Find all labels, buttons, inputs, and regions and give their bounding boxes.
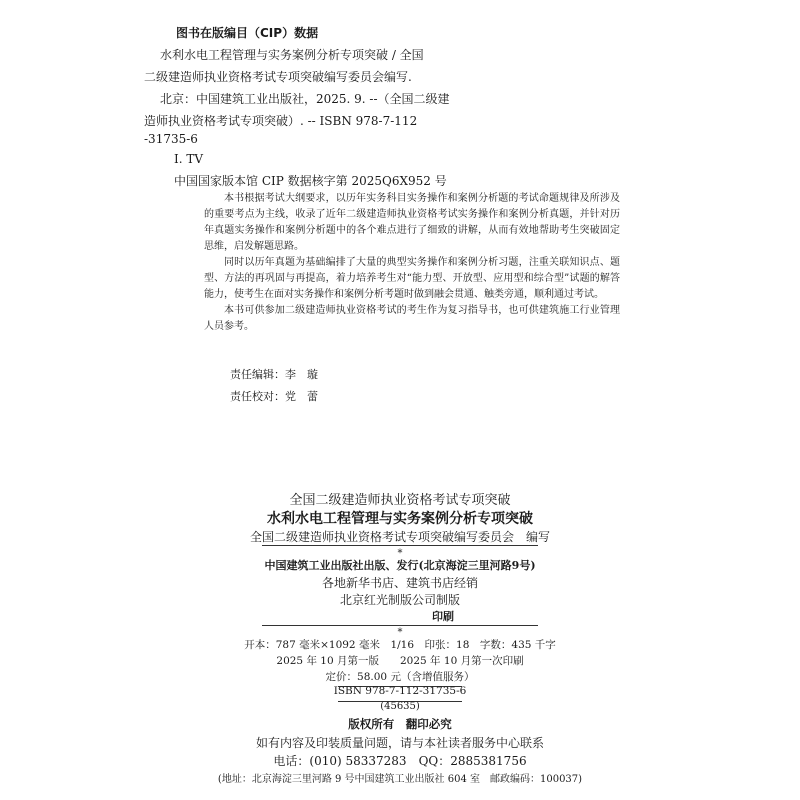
responsible-proofreader: 责任校对：党 蕾 (230, 390, 318, 403)
responsible-editor: 责任编辑：李 璇 (230, 368, 318, 381)
divider-top (262, 545, 538, 546)
summary-paragraph-1: 本书根据考试大纲要求，以历年实务科目实务操作和案例分析题的考试命题规律及所涉及的重要考点为主线，收录了近年二级建造师执业资格考试实务操作和案例分析真题，并针对历年真题实务操作和案例分析题中的各个难点进行了细致的讲解，从而有效地帮助考生突破固定思维，启发解题思路。 (204, 193, 620, 252)
quality-contact: 如有内容及印装质量问题，请与本社读者服务中心联系 (255, 736, 544, 750)
cip-record-number: 中国国家版本馆 CIP 数据核字第 2025Q6X952 号 (174, 174, 447, 188)
contact-address: (地址：北京海淀三里河路 9 号中国建筑工业出版社 604 室 邮政编码：100037) (217, 774, 583, 785)
cip-line-3: 北京：中国建筑工业出版社，2025. 9. --（全国二级建 (160, 92, 450, 106)
cip-line-2: 二级建造师执业资格考试专项突破编写委员会编写. (144, 70, 412, 84)
cip-line-5: -31735-6 (144, 132, 198, 146)
separator-star-1: * (397, 548, 403, 559)
cip-line-1: 水利水电工程管理与实务案例分析专项突破 / 全国 (160, 48, 424, 62)
summary-paragraph-3: 本书可供参加二级建造师执业资格考试的考生作为复习指导书，也可供建筑施工行业管理人员参考。 (204, 305, 620, 332)
author-line: 全国二级建造师执业资格考试专项突破编写委员会 编写 (249, 530, 550, 544)
cip-line-4: 造师执业资格考试专项突破）. -- ISBN 978-7-112 (144, 114, 418, 128)
cip-classification: Ⅰ. TV (174, 152, 204, 166)
distributor-line: 各地新华书店、建筑书店经销 (321, 576, 478, 590)
summary-paragraph-2: 同时以历年真题为基础编排了大量的典型实务操作和案例分析习题，注重关联知识点、题型、方法的再巩固与再提高，着力培养考生对“能力型、开放型、应用型和综合型”试题的解答能力，使考生在面对实务操作和案例分析考题时做到融会贯通、触类旁通，顺利通过考试。 (204, 257, 620, 300)
separator-star-2: * (397, 627, 403, 638)
copyright-notice: 版权所有 翻印必究 (348, 717, 452, 731)
contact-phone: 电话：(010) 58337283 QQ：2885381756 (273, 754, 527, 768)
content-summary (204, 191, 620, 335)
publisher-line: 中国建筑工业出版社出版、发行(北京海淀三里河路9号) (264, 559, 536, 572)
edition-info: 2025 年 10 月第一版 2025 年 10 月第一次印刷 (276, 655, 524, 667)
price-line: 定价：58.00 元（含增值服务） (325, 671, 475, 683)
book-title: 水利水电工程管理与实务案例分析专项突破 (267, 511, 533, 527)
divider-middle (262, 625, 538, 626)
isbn-line: ISBN 978-7-112-31735-6 (333, 685, 467, 697)
catalog-code: (45635) (380, 701, 420, 712)
series-name: 全国二级建造师执业资格考试专项突破 (289, 493, 511, 508)
printer-line: 印刷 (432, 610, 454, 623)
format-specs: 开本：787 毫米×1092 毫米 1/16 印张：18 字数：435 千字 (244, 639, 556, 651)
cip-heading: 图书在版编目（CIP）数据 (176, 26, 319, 40)
plate-maker-line: 北京红光制版公司制版 (339, 593, 460, 607)
